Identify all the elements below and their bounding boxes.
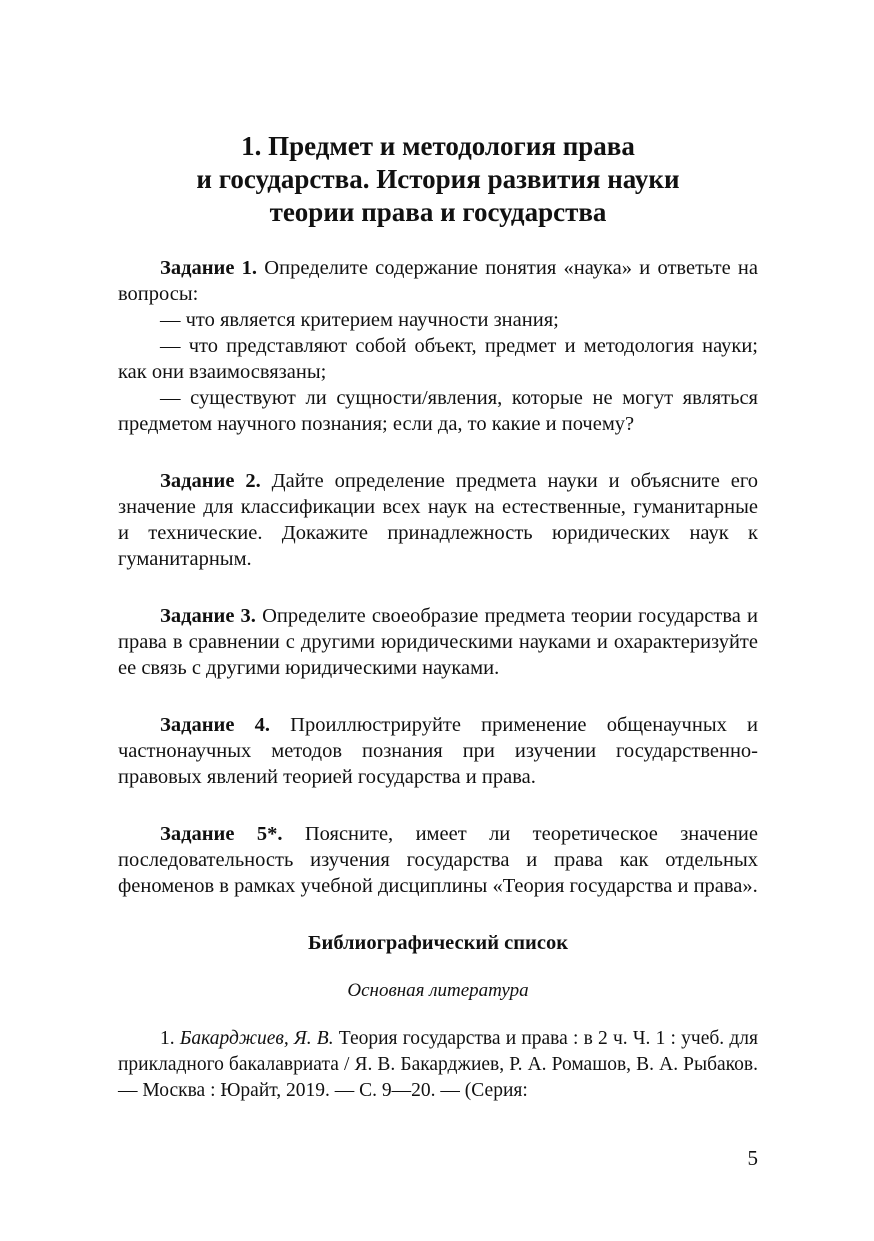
task-2: [118, 468, 758, 572]
task-4-text: Проиллюстрируйте применение общенаучных и частнонаучных методов познания при изучении государственно-правовых явлений теорией государства и права.: [118, 714, 758, 788]
page-content: [118, 130, 758, 1104]
bibliography-entry-text: Теория государства и права : в 2 ч. Ч. 1 : учеб. для прикладного бакалавриата / Я. В. Бакарджиев, Р. А. Ромашов, В. А. Рыбаков. — Москва : Юрайт, 2019. — С. 9—20. — (Серия:: [118, 1028, 758, 1101]
task-1-label: Задание 1.: [160, 257, 258, 279]
task-1-question: — что представляют собой объект, предмет и методология науки; как они взаимосвязаны;: [118, 335, 758, 383]
task-1-intro: [118, 255, 758, 307]
task-4: [118, 712, 758, 790]
task-3-label: Задание 3.: [160, 605, 256, 627]
page-number: 5: [747, 1146, 758, 1170]
bibliography-entry: [118, 1026, 758, 1104]
bibliography-entry-author: Бакарджиев, Я. В.: [179, 1028, 334, 1049]
task-3: [118, 603, 758, 681]
chapter-title-line: 1. Предмет и методология права: [241, 131, 635, 161]
chapter-title-line: теории права и государства: [269, 197, 607, 227]
task-5-label: Задание 5*.: [160, 823, 283, 845]
bibliography-entry-number: 1.: [160, 1028, 175, 1049]
task-3-body: [118, 603, 758, 681]
task-3-text: Определите своеобразие предмета теории государства и права в сравнении с другими юридическими науками и охарактеризуйте ее связь с другими юридическими науками.: [118, 605, 758, 679]
task-1-text: Определите содержание понятия «наука» и ответьте на вопросы:: [118, 257, 758, 305]
task-5-body: [118, 821, 758, 899]
task-5-text: Поясните, имеет ли теоретическое значение последовательность изучения государства и права как отдельных феноменов в рамках учебной дисциплины «Теория государства и права».: [118, 823, 758, 897]
bibliography-subheading: Основная литература: [347, 980, 529, 1001]
task-2-label: Задание 2.: [160, 470, 261, 492]
task-1-question: — существуют ли сущности/явления, которые не могут являться предметом научного познания; если да, то какие и почему?: [118, 387, 758, 435]
task-2-text: Дайте определение предмета науки и объясните его значение для классификации всех наук на естественные, гуманитарные и технические. Докажите принадлежность юридических наук к гуманитарным.: [118, 470, 758, 570]
task-1-question: — что является критерием научности знания;: [160, 309, 559, 331]
task-4-label: Задание 4.: [160, 714, 270, 736]
chapter-title-line: и государства. История развития науки: [196, 164, 680, 194]
task-1: [118, 255, 758, 437]
task-5: [118, 821, 758, 899]
bibliography-heading: Библиографический список: [307, 932, 569, 954]
chapter-title: [118, 130, 758, 229]
task-4-body: [118, 712, 758, 790]
task-2-body: [118, 468, 758, 572]
